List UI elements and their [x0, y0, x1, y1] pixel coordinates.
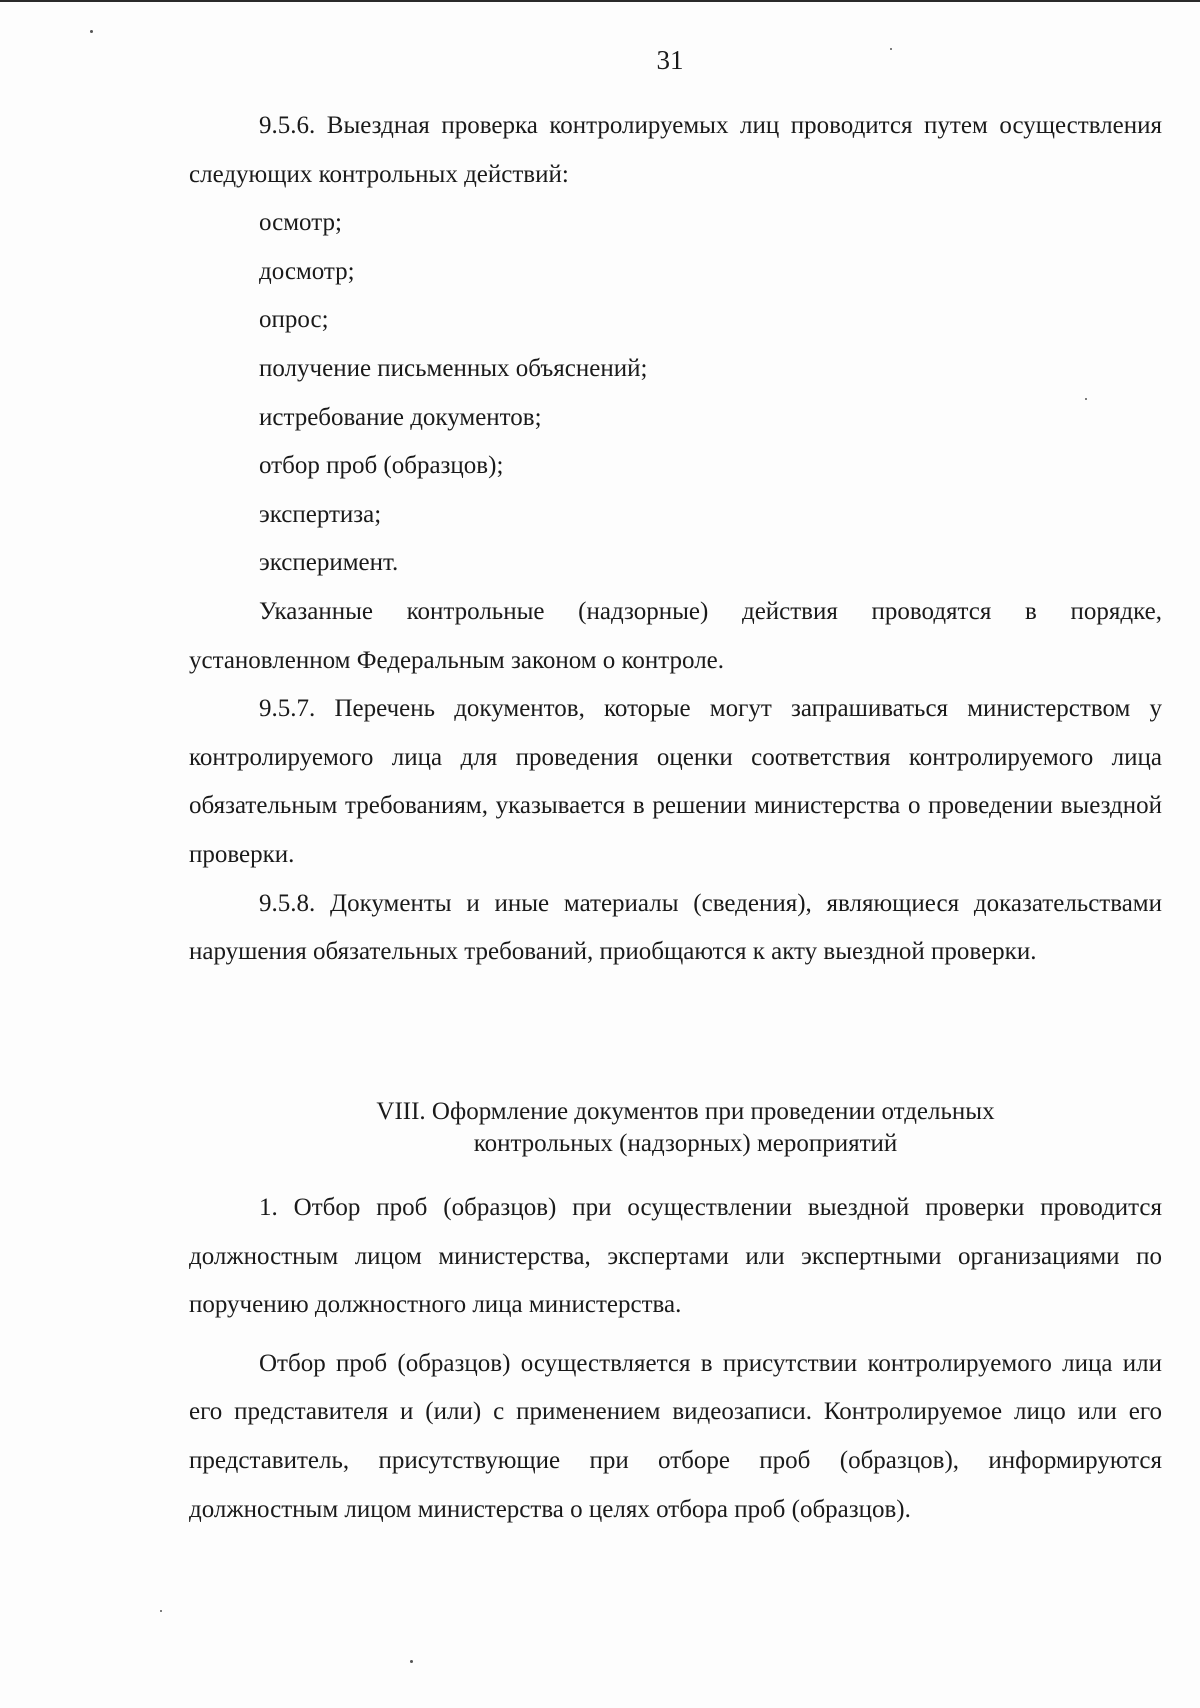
chapter-heading	[189, 1096, 1162, 1160]
chapter-heading-line-1: VIII. Оформление документов при проведении отдельных	[376, 1098, 995, 1125]
paragraph-9-5-6: 9.5.6. Выездная проверка контролируемых лиц проводится путем осуществления следующих контрольных действий:	[189, 112, 1162, 188]
paragraph-chapter-2: Отбор проб (образцов) осуществляется в присутствии контролируемого лица или его представителя и (или) с применением видеозаписи. Контролируемое лицо или его представитель, присутствующие при отборе проб (образцов), информируются должностным лицом министерства о целях отбора проб (образцов).	[189, 1349, 1162, 1523]
paragraph-9-5-7: 9.5.7. Перечень документов, которые могут запрашиваться министерством у контролируемого лица для проведения оценки соответствия контролируемого лица обязательным требованиям, указывается в решении министерства о проведении выездной проверки.	[189, 695, 1162, 868]
list-item: получение письменных объяснений;	[259, 354, 648, 382]
scan-top-edge	[0, 0, 1200, 2]
paragraph-9-5-8: 9.5.8. Документы и иные материалы (сведения), являющиеся доказательствами нарушения обязательных требований, приобщаются к акту выездной проверки.	[189, 889, 1162, 966]
list-item: осмотр;	[259, 209, 342, 237]
list-item: досмотр;	[259, 257, 355, 285]
scan-speck	[160, 1610, 162, 1612]
list-item: опрос;	[259, 306, 329, 334]
list-item: отбор проб (образцов);	[259, 452, 504, 480]
list-item: эксперимент.	[259, 549, 399, 577]
scan-speck	[1085, 398, 1087, 400]
list-item: экспертиза;	[259, 500, 382, 528]
scan-speck	[890, 48, 892, 50]
paragraph-chapter-1: 1. Отбор проб (образцов) при осуществлении выездной проверки проводится должностным лицом министерства, экспертами или экспертными организациями по поручению должностного лица министерства.	[189, 1194, 1162, 1319]
paragraph-note: Указанные контрольные (надзорные) действия проводятся в порядке, установленном Федеральным законом о контроле.	[189, 597, 1162, 674]
chapter-text-block	[189, 1184, 1162, 1534]
page-number: 31	[656, 45, 684, 75]
chapter-heading-line-2: контрольных (надзорных) мероприятий	[473, 1130, 898, 1157]
main-text-block	[189, 102, 1162, 977]
scan-speck	[410, 1660, 413, 1663]
list-item: истребование документов;	[259, 403, 542, 431]
scan-speck	[90, 30, 93, 33]
